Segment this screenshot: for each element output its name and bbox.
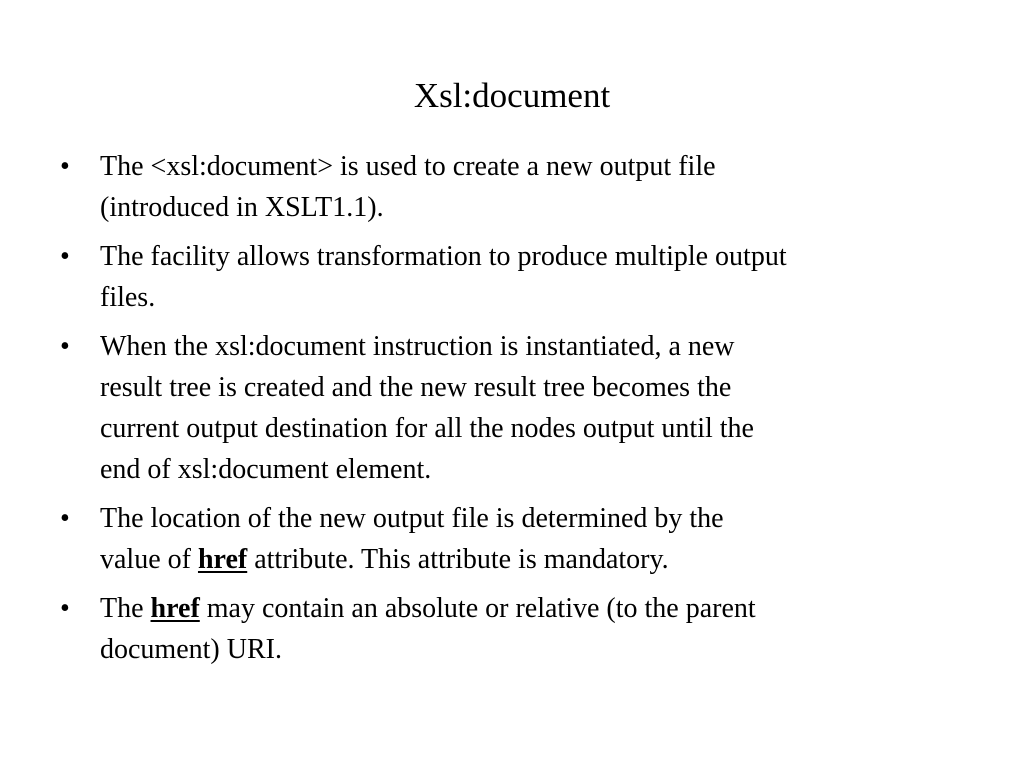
bullet-text-line: [100, 588, 960, 629]
bullet-text-line: The <xsl:document> is used to create a new output file: [100, 151, 716, 182]
bullet-text-line: When the xsl:document instruction is instantiated, a new: [100, 331, 735, 362]
bullet-list: [60, 146, 960, 678]
bullet-text-line: end of xsl:document element.: [100, 454, 432, 485]
bullet-dot-icon: •: [60, 503, 70, 534]
bullet-dot-icon: •: [60, 241, 70, 272]
href-keyword: href: [197, 544, 248, 575]
bullet-dot-icon: •: [60, 151, 70, 182]
bullet-text-line: The facility allows transformation to produce multiple output: [100, 241, 787, 272]
href-keyword: href: [150, 593, 200, 624]
text-segment: value of: [100, 544, 198, 575]
bullet-item: [60, 236, 960, 318]
bullet-text-line: files.: [100, 282, 156, 313]
bullet-dot-icon: •: [60, 331, 70, 362]
bullet-text-line: current output destination for all the nodes output until the: [100, 413, 754, 444]
bullet-text-line: result tree is created and the new result tree becomes the: [100, 372, 732, 403]
text-segment: may contain an absolute or relative (to the parent: [199, 593, 756, 624]
bullet-text-line: document) URI.: [100, 634, 282, 665]
bullet-item: [60, 146, 960, 228]
bullet-item: [60, 326, 960, 490]
text-segment: attribute. This attribute is mandatory.: [247, 544, 669, 575]
bullet-text-line: [100, 539, 960, 580]
bullet-item: [60, 498, 960, 580]
bullet-item: [60, 588, 960, 670]
bullet-text-line: (introduced in XSLT1.1).: [100, 192, 384, 223]
text-segment: The: [100, 593, 151, 624]
slide-title: Xsl:document: [413, 76, 611, 115]
bullet-dot-icon: •: [60, 593, 70, 624]
bullet-text-line: The location of the new output file is determined by the: [100, 503, 724, 534]
